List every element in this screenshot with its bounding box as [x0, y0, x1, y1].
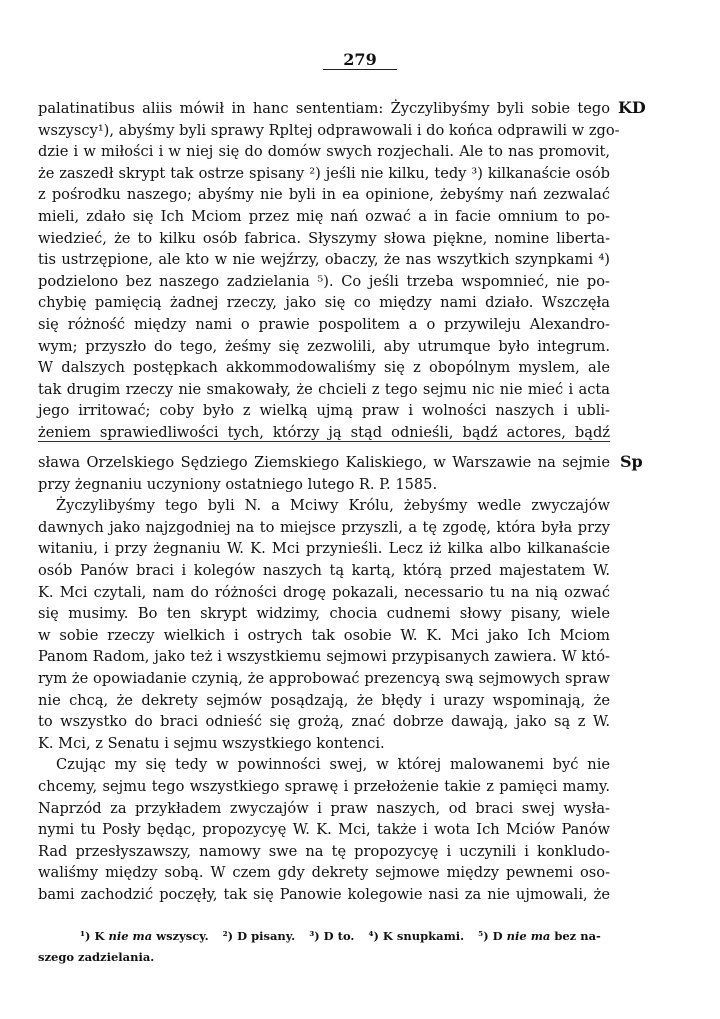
footnote-continuation: szego zadzielania. — [38, 950, 155, 964]
text-line: nie chcą, że dekrety sejmów posądzają, że błędy i urazy wspominają, że — [38, 691, 610, 709]
footnote-1 — [80, 929, 209, 943]
manuscript-sigil-sp: Sp — [620, 452, 643, 471]
footnote-1-italic: nie ma — [108, 929, 153, 943]
footnote-2: ²) D pisany. — [222, 929, 296, 943]
text-line: W dalszych postępkach akkommodowaliśmy się z obopólnym myslem, ale — [38, 359, 610, 377]
footnote-5-mark: ⁵) D — [478, 929, 503, 943]
text-line: chybię pamięcią żadnej rzeczy, jako się co między nami działo. Wszczęła — [38, 294, 610, 312]
text-line: wym; przyszło do tego, żeśmy się zezwolili, aby utrumque było integrum. — [38, 337, 610, 355]
text-line: Naprzód za przykładem zwyczajów i praw naszych, od braci swej wysła- — [38, 799, 610, 817]
footnote-line — [80, 926, 610, 947]
footnote-5-italic: nie ma — [506, 929, 551, 943]
footnote-4: ⁴) K snupkami. — [368, 929, 465, 943]
text-line: waliśmy między sobą. W czem gdy dekrety sejmowe między pewnemi oso- — [38, 864, 610, 882]
footnote-3: ³) D to. — [309, 929, 355, 943]
text-line: dawnych jako najzgodniej na to miejsce przyszli, a tę zgodę, która była przy — [38, 518, 610, 536]
text-line: jego irritować; coby było z wielką ujmą praw i wolności naszych i ubli- — [38, 402, 610, 420]
text-line: tak drugim rzeczy nie smakowały, że chcieli z tego sejmu nic nie mieć i acta — [38, 380, 610, 398]
section-divider — [38, 441, 610, 442]
text-line: to wszystko do braci odnieść się grożą, znać dobrze dawają, jako są z W. — [38, 713, 610, 731]
footnotes — [38, 926, 610, 968]
text-line: mieli, zdało się Ich Mciom przez mię nań ozwać a in facie omnium to po- — [38, 207, 610, 225]
manuscript-sigil-kd: KD — [618, 98, 646, 117]
text-line: się różność między nami o prawie pospolitem a o przywileju Alexandro- — [38, 315, 610, 333]
text-line: się musimy. Bo ten skrypt widzimy, chocia cudnemi słowy pisany, wiele — [38, 605, 610, 623]
text-line: Czując my się tedy w powinności swej, w której malowanemi być nie — [56, 756, 610, 774]
text-line: chcemy, sejmu tego wszystkiego sprawę i przełożenie takie z pamięci mamy. — [38, 777, 610, 795]
text-line: tis ustrzępione, ale kto w nie wejźrzy, obaczy, że nas wszytkich szynpkami ⁴) — [38, 251, 610, 269]
text-line: podzielono bez naszego zadzielania ⁵). Co jeśli trzeba wspomnieć, nie po- — [38, 272, 610, 290]
text-block-upper — [38, 98, 620, 444]
text-line: dzie i w miłości i w niej się do domów swych rozjechali. Ale to nas promovit, — [38, 143, 610, 161]
text-line: nymi tu Posły będąc, propozycyę W. K. Mci, także i wota Ich Mciów Panów — [38, 821, 610, 839]
text-line: Rad przesłyszawszy, namowy swe na tę propozycyę i uczynili i konkludo- — [38, 842, 610, 860]
text-line: że zaszedł skrypt tak ostrze spisany ²) jeśli nie kilku, tedy ³) kilkanaście osób — [38, 164, 610, 182]
footnote-1-text: wszyscy. — [156, 929, 209, 943]
text-line: sława Orzelskiego Sędziego Ziemskiego Kaliskiego, w Warszawie na sejmie — [38, 454, 610, 471]
page-number-text: 279 — [323, 50, 396, 70]
text-line: witaniu, i przy żegnaniu W. K. Mci przynieśli. Lecz iż kilka albo kilkanaście — [38, 540, 610, 558]
text-line: rym że opowiadanie czynią, że approbować prezencyą swą sejmowych spraw — [38, 669, 610, 687]
text-line: wszyscy¹), abyśmy byli sprawy Rpltej odprawowali i do końca odprawili w zgo- — [38, 121, 620, 139]
text-line: przy żegnaniu uczyniony ostatniego lutego R. P. 1585. — [38, 475, 438, 493]
text-line: Życzylibyśmy tego byli N. a Mciwy Królu, żebyśmy wedle zwyczajów — [56, 497, 610, 515]
text-line: Panom Radom, jako też i wszystkiemu sejmowi przypisanych zawiera. W któ- — [38, 648, 610, 666]
text-line: bami zachodzić poczęły, tak się Panowie kolegowie nasi za nie ujmowali, że — [38, 885, 610, 903]
text-line: żeniem sprawiedliwości tych, którzy ją stąd odnieśli, bądź actores, bądź — [38, 423, 610, 441]
text-line: wiedzieć, że to kilku osób fabrica. Słyszymy słowa piękne, nomine liberta- — [38, 229, 610, 247]
footnote-5 — [478, 929, 601, 943]
text-line: osób Panów braci i kolegów naszych tą kartą, którą przed majestatem W. — [38, 561, 610, 579]
text-line: K. Mci czytali, nam do różności drogę pokazali, necessario tu na nią ozwać — [38, 583, 610, 601]
page-number — [0, 50, 720, 69]
footnote-1-mark: ¹) K — [80, 929, 105, 943]
text-line: w sobie rzeczy wielkich i ostrych tak osobie W. K. Mci jako Ich Mciom — [38, 626, 610, 644]
text-line: palatinatibus aliis mówił in hanc sententiam: Życzylibyśmy byli sobie tego — [38, 100, 610, 117]
text-line: K. Mci, z Senatu i sejmu wszystkiego kontenci. — [38, 734, 385, 752]
text-line: z pośrodku naszego; abyśmy nie byli in ea opinione, żebyśmy nań zezwalać — [38, 186, 610, 204]
footnote-5-text: bez na- — [554, 929, 601, 943]
text-block-lower — [38, 452, 610, 905]
